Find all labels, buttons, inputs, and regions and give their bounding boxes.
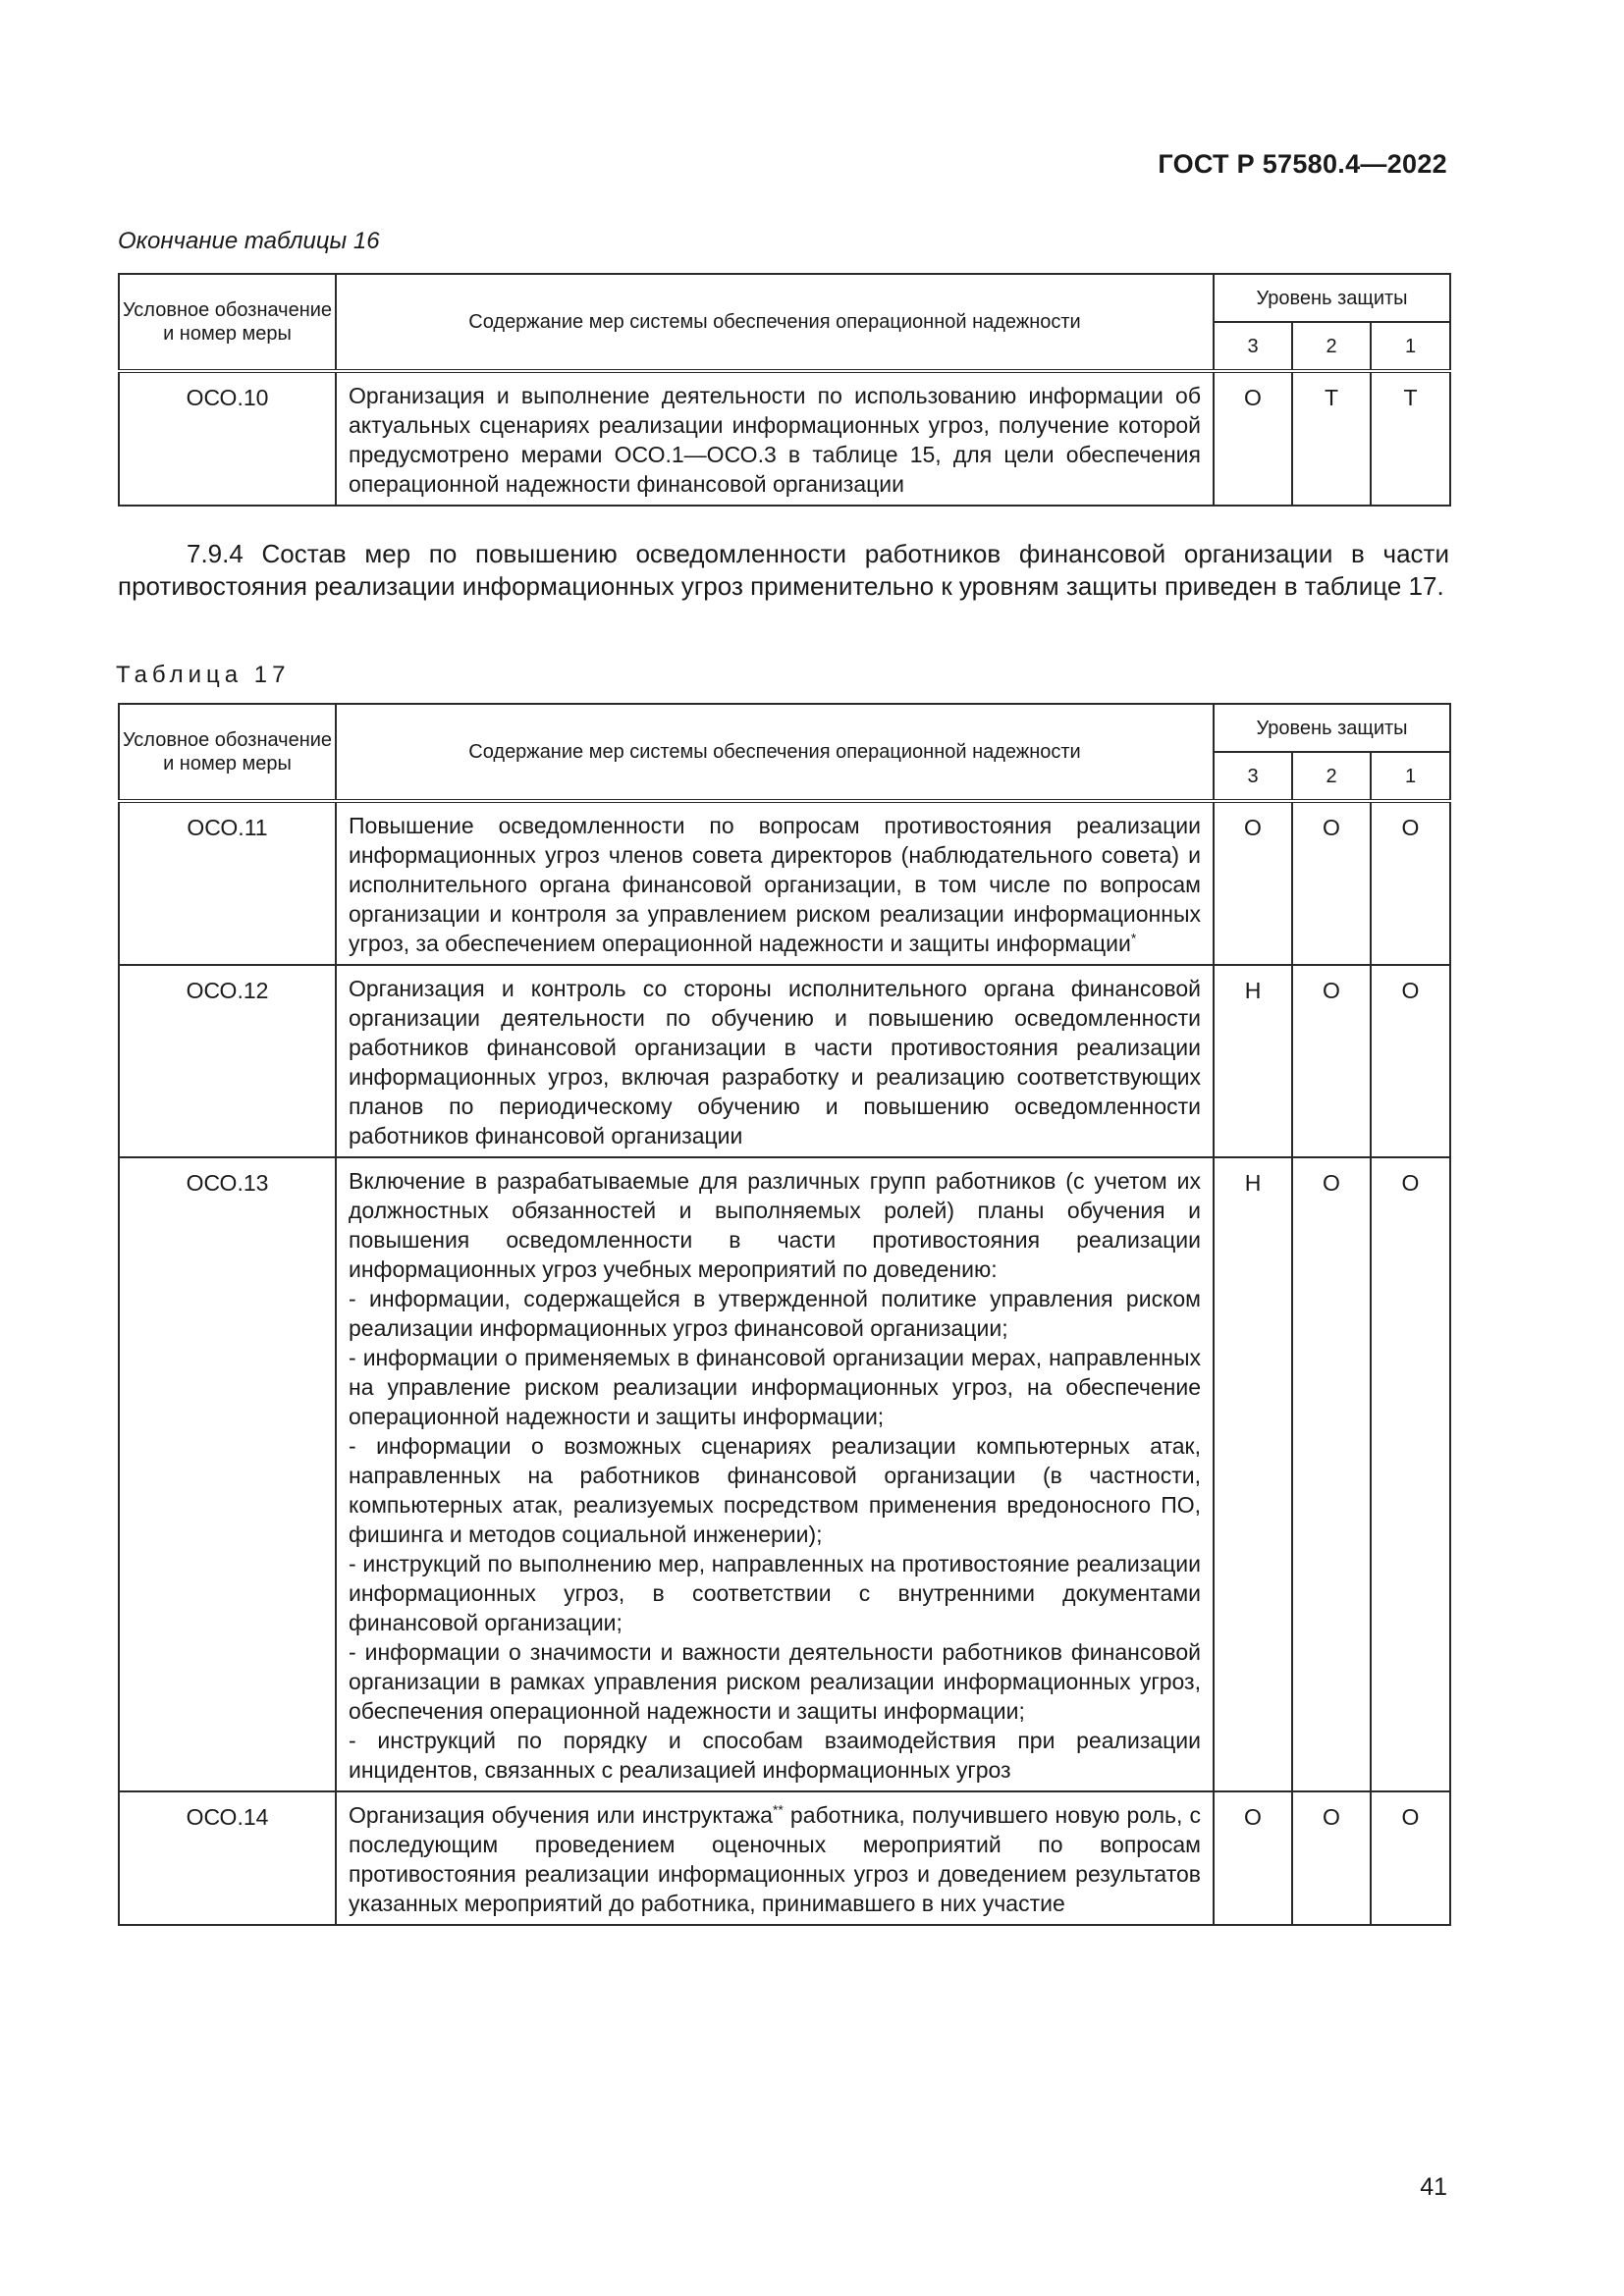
level-2-value: О <box>1292 801 1371 965</box>
level-2-value: О <box>1292 1157 1371 1791</box>
measure-code: ОСО.10 <box>119 371 336 506</box>
table-17 <box>118 703 1451 1926</box>
measure-text: Организация и выполнение деятельности по использованию информации об актуальных сценариях реализации информационных угроз, получение которой предусмотрено мерами ОСО.1—ОСО.3 в таблице 15, для цели обеспечения операционной надежности финансовой организации <box>336 371 1214 506</box>
measure-code: ОСО.12 <box>119 965 336 1157</box>
table-row <box>119 371 1450 506</box>
level-1-value: О <box>1371 965 1450 1157</box>
level-1-value: Т <box>1371 371 1450 506</box>
list-item: - инструкций по порядку и способам взаимодействия при реализации инцидентов, связанных с реализацией информационных угроз <box>349 1728 1201 1783</box>
measure-text <box>336 1157 1214 1791</box>
measure-text-end: работника, получившего новую роль, с последующим проведением оценочных мероприятий по вопросам противостояния реализации информационных угроз и доведением результатов указанных мероприятий до работника, принимавшего в них участие <box>349 1802 1201 1916</box>
list-item: - информации о значимости и важности деятельности работников финансовой организации в рамках управления риском реализации информационных угроз, обеспечения операционной надежности и защиты информации; <box>349 1639 1201 1724</box>
col-header-level: Уровень защиты <box>1214 274 1450 322</box>
measure-code: ОСО.13 <box>119 1157 336 1791</box>
col-header-content: Содержание мер системы обеспечения операционной надежности <box>336 274 1214 371</box>
col-header-code: Условное обозначение и номер меры <box>119 274 336 371</box>
list-item: - инструкций по выполнению мер, направленных на противостояние реализации информационных угроз, в соответствии с внутренними документами финансовой организации; <box>349 1551 1201 1635</box>
col-header-level: Уровень защиты <box>1214 704 1450 752</box>
level-2-value: Т <box>1292 371 1371 506</box>
level-3-value: О <box>1214 1791 1292 1925</box>
table-16 <box>118 273 1451 507</box>
table17-caption: Таблица 17 <box>116 662 291 688</box>
table-row <box>119 1791 1450 1925</box>
level-1-value: О <box>1371 801 1450 965</box>
list-item: - информации о возможных сценариях реализации компьютерных атак, направленных на работников финансовой организации (в частности, компьютерных атак, реализуемых посредством применения вредоносного ПО, фишинга и методов социальной инженерии); <box>349 1433 1201 1547</box>
footnote-mark: * <box>1130 930 1137 946</box>
measure-text-body: Повышение осведомленности по вопросам противостояния реализации информационных угроз членов совета директоров (наблюдательного совета) и исполнительного органа финансовой организации, в том числе по вопросам организации и контроля за управлением риском реализации информационных угроз, за обеспечением операционной надежности и защиты информации <box>349 813 1201 956</box>
measure-code: ОСО.14 <box>119 1791 336 1925</box>
table-row <box>119 1157 1450 1791</box>
level-1-value: О <box>1371 1157 1450 1791</box>
table-row <box>119 801 1450 965</box>
col-header-level-1: 1 <box>1371 752 1450 801</box>
measure-text <box>336 801 1214 965</box>
col-header-level-1: 1 <box>1371 322 1450 371</box>
measure-intro: Включение в разрабатываемые для различных групп работников (с учетом их должностных обязанностей и выполняемых ролей) планы обучения и повышения осведомленности в части противостояния реализации информационных угроз учебных мероприятий по доведению: <box>349 1168 1201 1282</box>
level-2-value: О <box>1292 1791 1371 1925</box>
measure-text <box>336 1791 1214 1925</box>
level-3-value: Н <box>1214 965 1292 1157</box>
col-header-level-3: 3 <box>1214 752 1292 801</box>
level-3-value: О <box>1214 371 1292 506</box>
col-header-level-3: 3 <box>1214 322 1292 371</box>
measure-code: ОСО.11 <box>119 801 336 965</box>
list-item: - информации о применяемых в финансовой организации мерах, направленных на управление риском реализации информационных угроз, на обеспечение операционной надежности и защиты информации; <box>349 1345 1201 1429</box>
measure-text-start: Организация обучения или инструктажа <box>349 1802 773 1828</box>
footnote-mark: ** <box>772 1801 784 1818</box>
level-3-value: Н <box>1214 1157 1292 1791</box>
list-item: - информации, содержащейся в утвержденной политике управления риском реализации информационных угроз финансовой организации; <box>349 1286 1201 1341</box>
page-number: 41 <box>1420 2173 1447 2201</box>
section-paragraph: 7.9.4 Состав мер по повышению осведомленности работников финансовой организации в части противостояния реализации информационных угроз применительно к уровням защиты приведен в таблице 17. <box>118 539 1449 601</box>
col-header-level-2: 2 <box>1292 752 1371 801</box>
level-3-value: О <box>1214 801 1292 965</box>
table16-caption: Окончание таблицы 16 <box>118 228 380 254</box>
level-2-value: О <box>1292 965 1371 1157</box>
measure-text: Организация и контроль со стороны исполнительного органа финансовой организации деятельности по обучению и повышению осведомленности работников финансовой организации в части противостояния реализации информационных угроз, включая разработку и реализацию соответствующих планов по периодическому обучению и повышению осведомленности работников финансовой организации <box>336 965 1214 1157</box>
level-1-value: О <box>1371 1791 1450 1925</box>
standard-header: ГОСТ Р 57580.4—2022 <box>1158 149 1447 179</box>
col-header-level-2: 2 <box>1292 322 1371 371</box>
col-header-content: Содержание мер системы обеспечения операционной надежности <box>336 704 1214 801</box>
table-row <box>119 965 1450 1157</box>
col-header-code: Условное обозначение и номер меры <box>119 704 336 801</box>
